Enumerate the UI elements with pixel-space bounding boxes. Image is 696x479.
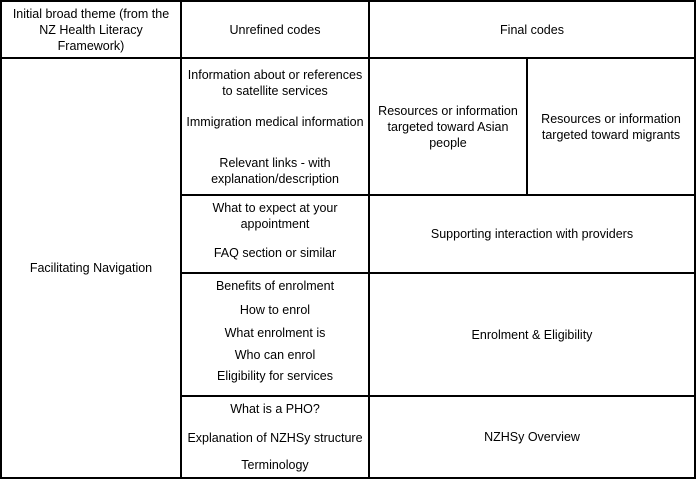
unrefined-code: Eligibility for services xyxy=(216,369,333,383)
final-code: Enrolment & Eligibility xyxy=(471,327,593,342)
header-final-codes: Final codes xyxy=(500,22,564,37)
unrefined-code: How to enrol xyxy=(239,303,311,317)
unrefined-code: Relevant links - with explanation/description xyxy=(211,156,339,186)
unrefined-code: What is a PHO? xyxy=(230,402,320,416)
unrefined-code: Immigration medical information xyxy=(186,115,364,129)
theme-facilitating-navigation: Facilitating Navigation xyxy=(29,261,153,275)
unrefined-code: Who can enrol xyxy=(234,348,316,362)
unrefined-code: Information about or references to satellite services xyxy=(187,68,363,98)
final-code: NZHSy Overview xyxy=(484,430,580,444)
final-code: Supporting interaction with providers xyxy=(430,227,634,241)
unrefined-code: Benefits of enrolment xyxy=(215,279,335,293)
unrefined-code: Terminology xyxy=(241,458,309,472)
unrefined-code: What enrolment is xyxy=(224,326,326,340)
unrefined-code: Explanation of NZHSy structure xyxy=(187,431,363,445)
header-unrefined-codes: Unrefined codes xyxy=(229,22,321,37)
unrefined-code: FAQ section or similar xyxy=(213,246,337,260)
final-code: Resources or information targeted toward migrants xyxy=(541,111,681,142)
header-theme: Initial broad theme (from the NZ Health Literacy Framework) xyxy=(12,6,170,53)
final-code: Resources or information targeted toward Asian people xyxy=(378,103,518,150)
unrefined-code: What to expect at your appointment xyxy=(212,201,338,231)
